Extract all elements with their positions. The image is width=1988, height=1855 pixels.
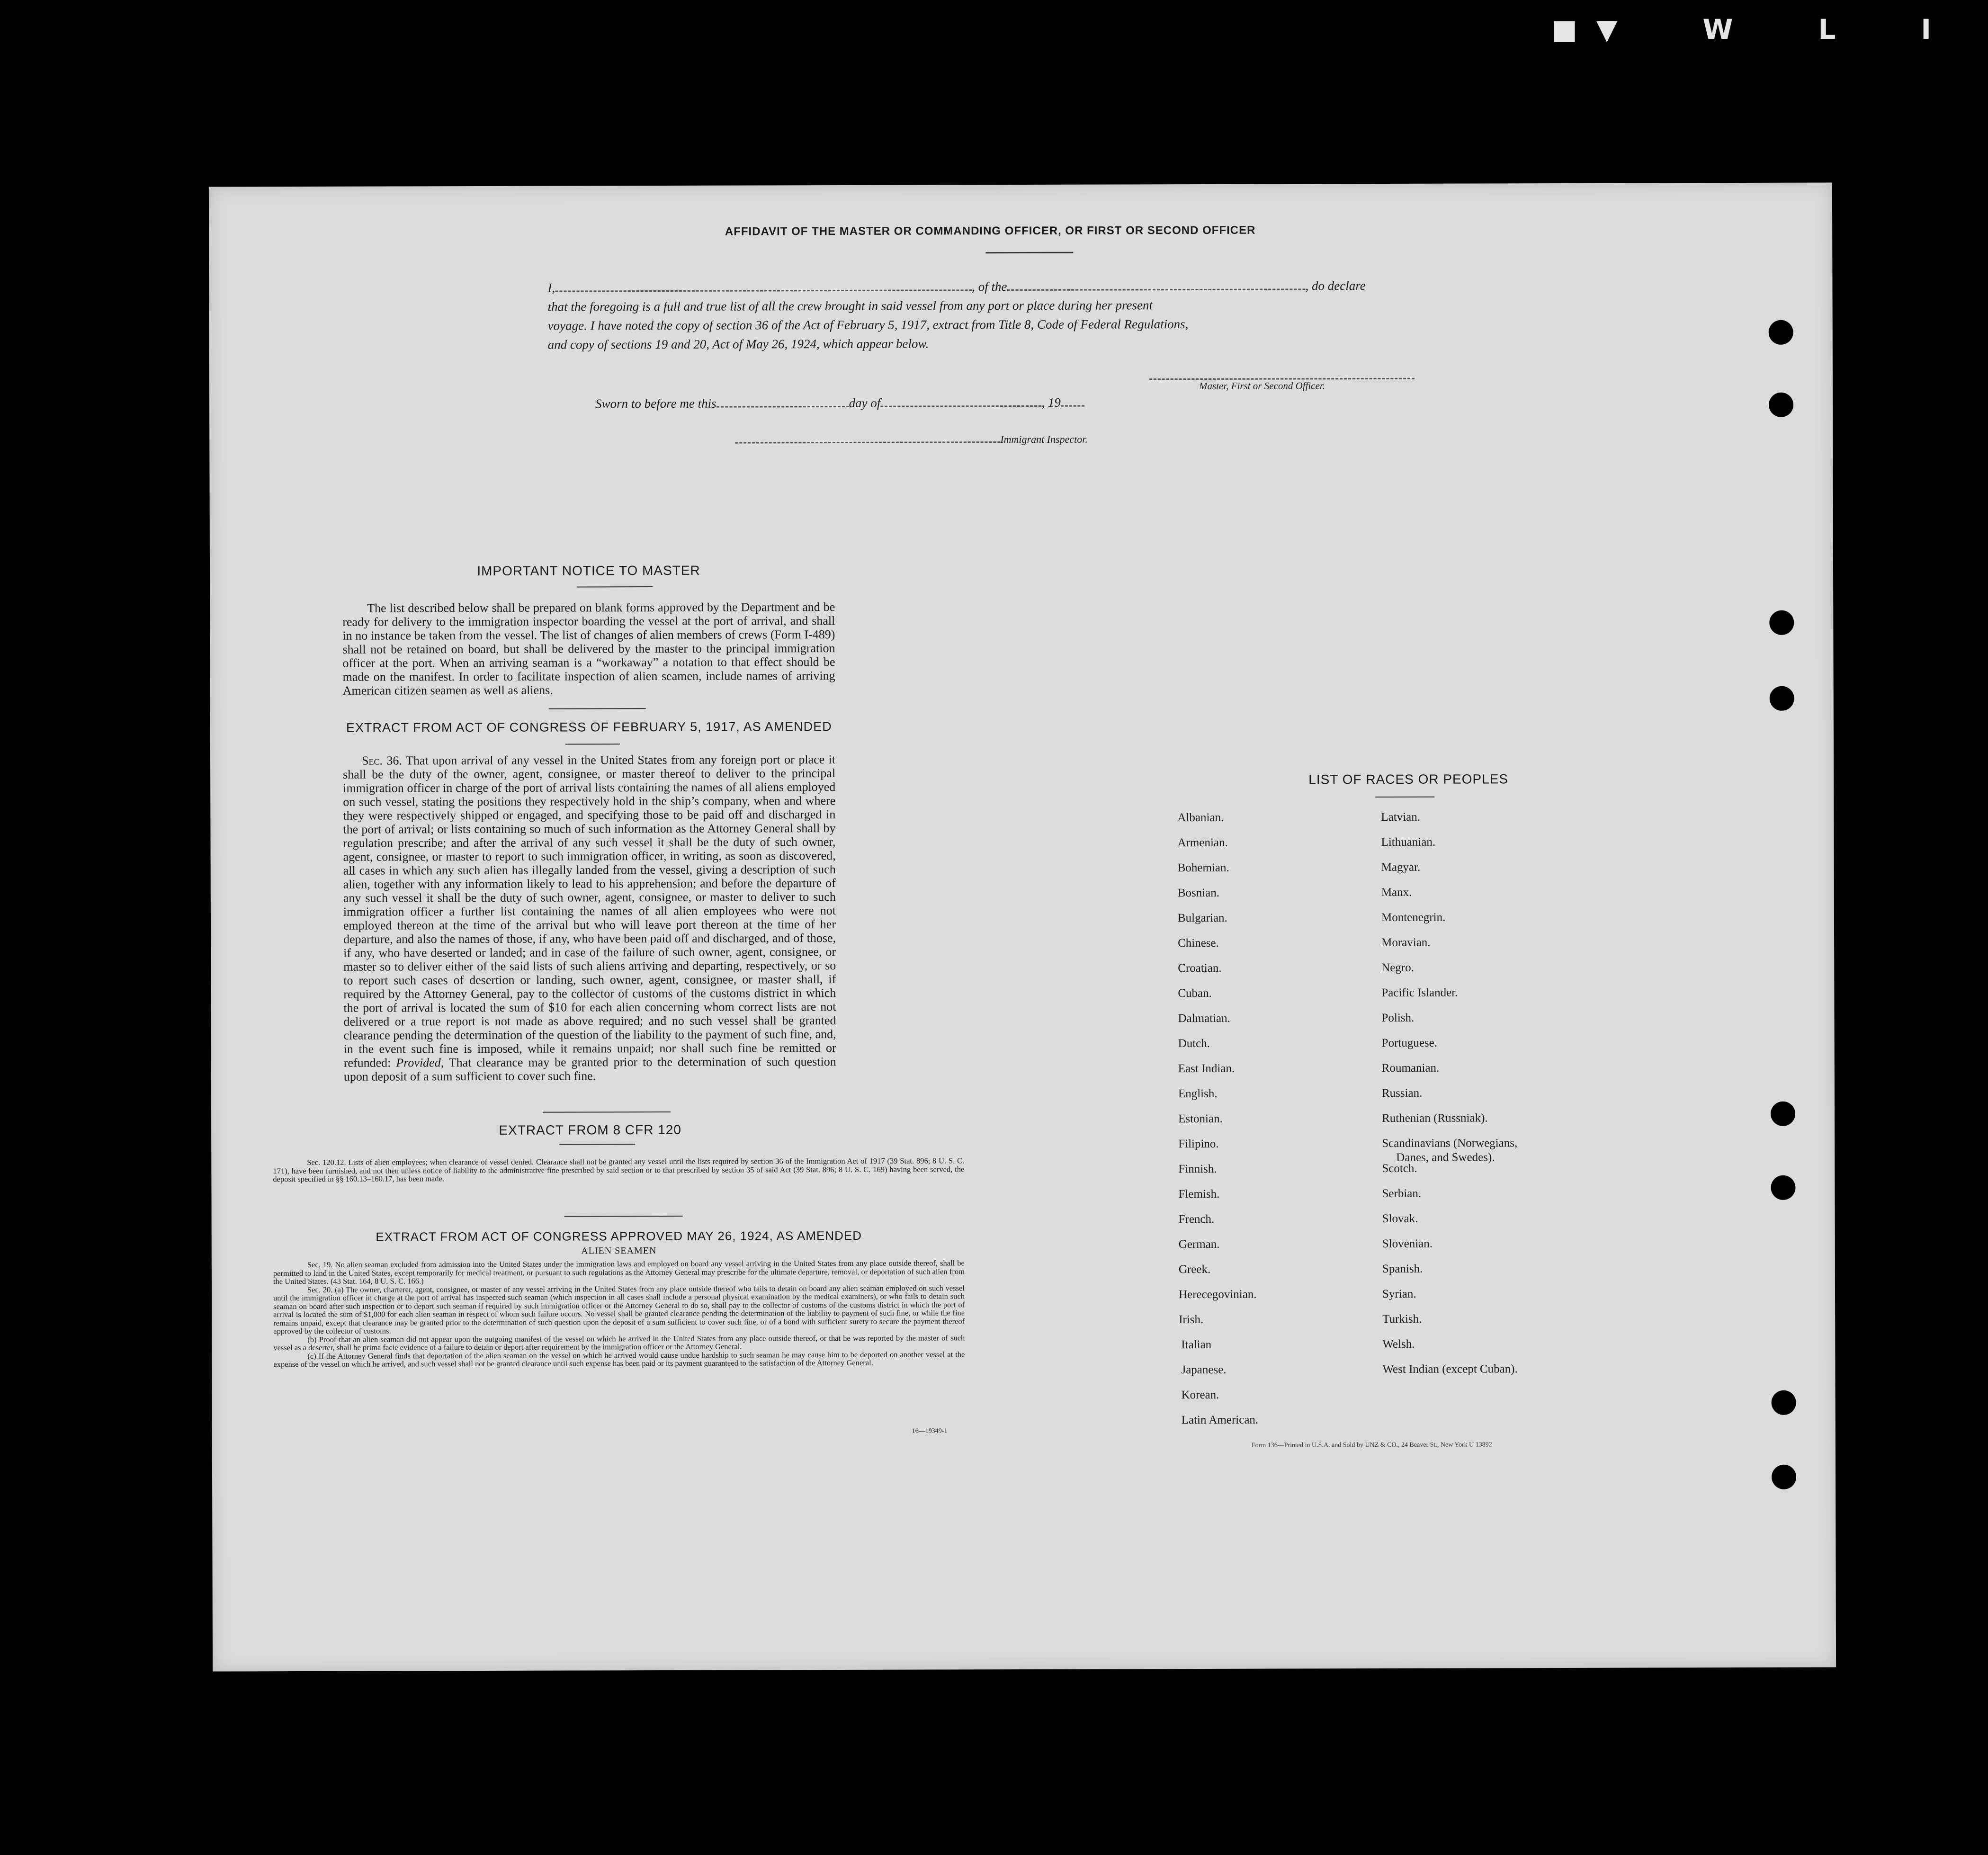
notice-end-rule [549,708,646,709]
race-left-item: Estonian. [1178,1112,1223,1126]
race-left-item: English. [1178,1087,1218,1101]
race-left-item: Herecegovinian. [1178,1288,1257,1301]
sec-20c-text: (c) If the Attorney General finds that deportation of the alien seaman on the vessel on which he arrived would cause undue hardship to such seaman he may cause him to be deported on another vessel at the expense of the vessel on which he arrived, and such vessel shall not be granted clearance until such expense has been paid or its payment guaranteed to the satisfaction of the Attorney General. [273,1349,965,1369]
race-right-item: Pacific Islander. [1381,986,1458,1000]
punch-hole [1771,1102,1795,1126]
notice-title: IMPORTANT NOTICE TO MASTER [477,563,700,579]
inspector-label: Immigrant Inspector. [1000,433,1088,446]
extract-1917-text [343,753,836,1084]
race-left-item: Dalmatian. [1178,1012,1230,1025]
declaration-line [547,276,1438,297]
race-right-item: Syrian. [1382,1287,1416,1301]
race-left-item: Bulgarian. [1177,911,1227,925]
cfr-text: Sec. 120.12. Lists of alien employees; when clearance of vessel denied. Clearance shall not be granted any vessel until the lists required by section 36 of the Immigration Act of 1917 (39 Stat. 896; 8 U. S. C. 171), have been furnished, and not then unless notice of liability to the administrative fine prescribed by said section or to that prescribed by section 35 of said Act (39 Stat. 896; 8 U. S. C. 169) having been served, the deposit specified in §§ 160.13–160.17, has been made. [273,1156,965,1184]
race-left-item: Croatian. [1178,961,1222,975]
punch-hole [1769,610,1794,635]
notice-text: The list described below shall be prepared on blank forms approved by the Department and be ready for delivery to the immigration inspector boarding the vessel at the port of arrival, and shall in no instance be taken from the vessel. The list of changes of alien members of crews (Form I-489) shall not be retained on board, but shall be delivered by the master to the principal immigration officer at the port. When an arriving seaman is a “workaway” a notation to that effect should be made on the manifest. In order to facilitate inspection of alien seamen, include names of arriving American citizen seamen as well as aliens. [342,600,835,698]
declaration-of-the: , of the [972,279,1007,294]
race-right-item: Slovenian. [1382,1237,1433,1251]
film-mark-4: I [1921,13,1950,45]
race-right-item: West Indian (except Cuban). [1382,1362,1518,1376]
race-left-item: Korean. [1181,1388,1219,1402]
title-rule [985,252,1073,253]
race-right-item: Scandinavians (Norwegians, [1382,1137,1518,1150]
affidavit-title: AFFIDAVIT OF THE MASTER OR COMMANDING OFFICER, OR FIRST OR SECOND OFFICER [725,224,1256,238]
sworn-line [595,395,1084,412]
year-blank [1061,403,1084,407]
race-left-item: Bohemian. [1177,861,1229,875]
race-left-item: Armenian. [1177,836,1228,850]
name-blank [555,287,972,292]
sec-19-text: Sec. 19. No alien seaman excluded from admission into the United States under the immigration laws and employed on board any vessel arriving in the United States from any place outside thereof, shall be permitted to land in the United States, except temporarily for medical treatment, or pursuant to such regulations as the Attorney General may prescribe for the ultimate departure, removal, or deportation of such alien from the United States. (43 Stat. 164, 8 U. S. C. 166.) [273,1258,965,1286]
notice-rule [577,586,653,587]
punch-hole [1772,1390,1796,1415]
day-of-text: day of [849,395,881,410]
race-right-item: Montenegrin. [1381,911,1446,924]
extract-1924-title: EXTRACT FROM ACT OF CONGRESS APPROVED MAY 26, 1924, AS AMENDED [376,1228,862,1244]
sworn-text: Sworn to before me this [595,396,716,411]
punch-hole [1769,320,1793,345]
race-left-item: Albanian. [1177,811,1224,824]
extract-1917-title: EXTRACT FROM ACT OF CONGRESS OF FEBRUARY 5, 1917, AS AMENDED [346,719,832,735]
race-right-item: Spanish. [1382,1262,1423,1276]
punch-hole [1769,393,1793,417]
race-right-item: Magyar. [1381,860,1421,874]
extract-1924-subtitle: ALIEN SEAMEN [581,1246,657,1256]
cfr-rule [559,1144,635,1145]
cfr-title: EXTRACT FROM 8 CFR 120 [499,1122,681,1138]
cfr-end-rule [564,1216,683,1217]
race-left-item: Latin American. [1181,1413,1259,1427]
punch-hole [1770,686,1794,711]
race-right-item: Danes, and Swedes). [1396,1151,1495,1164]
race-left-item: German. [1178,1237,1220,1251]
race-left-item: Flemish. [1178,1187,1220,1201]
race-left-item: East Indian. [1178,1062,1235,1075]
race-right-item: Scotch. [1382,1162,1417,1175]
declaration-do-declare: , do declare [1305,278,1366,293]
inspector-line [735,433,1088,447]
race-left-item: Irish. [1179,1313,1204,1326]
extract-1917-end-rule [543,1111,671,1113]
sec-20a-text: Sec. 20. (a) The owner, charterer, agent, consignee, or master of any vessel arriving in the United States from any place outside thereof who fails to detain on board any alien seaman employed on such vessel until the immigration officer in charge at the port of arrival has inspected such seaman (which inspection in all cases shall include a personal physical examination by the medical examiners), or who fails to detain such seaman on board after such inspection or to deport such seaman if required by such immigration officer or the Attorney General to do so, shall pay to the collector of customs of the customs district in which the port of arrival is located the sum of $1,000 for each alien seaman in respect of whom such failure occurs. No vessel shall be granted clearance pending the determination of the liability to payment of such fine, or while the fine remains unpaid, except that clearance may be granted prior to the determination of such question upon the deposit of a sum sufficient to cover such fine, or of a bond with sufficient surety to secure the payment thereof approved by the collector of customs. [273,1283,965,1336]
race-left-item: Cuban. [1178,986,1212,1000]
sec-36-label: Sec. 36. [362,753,403,768]
race-left-item: Finnish. [1178,1162,1217,1176]
film-marks [1485,13,1950,45]
race-left-item: Japanese. [1181,1363,1227,1377]
month-blank [880,403,1041,407]
race-right-item: Polish. [1381,1011,1415,1025]
race-right-item: Lithuanian. [1381,835,1436,849]
race-right-item: Russian. [1381,1086,1423,1100]
race-right-item: Turkish. [1382,1312,1422,1326]
day-blank [716,403,849,408]
inspector-signature-blank [735,439,1000,443]
race-right-item: Manx. [1381,886,1412,899]
race-left-item: Bosnian. [1177,886,1220,900]
punch-hole [1771,1175,1795,1200]
race-left-item: Greek. [1178,1263,1211,1276]
race-right-item: Welsh. [1382,1337,1415,1351]
sec-36-text: That upon arrival of any vessel in the United States from any foreign port or place it shall be the duty of the owner, agent, consignee, or master thereof to deliver to the principal immigration officer in charge of the port of arrival lists containing the names of all aliens employed on such vessel, stating the positions they respectively hold in the ship’s company, when and where they were respectively shipped or engaged, and specifying those to be paid off and discharged in the port of arrival; or lists containing so much of such information as the Attorney General shall by regulation prescribe; and after the arrival of any such vessel it shall be the duty of such owner, agent, consignee, or master to report to such immigration officer, in writing, as soon as discovered, all cases in which any such alien has illegally landed from the vessel, giving a description of such alien, together with any information likely to lead to his apprehension; and before the departure of any such vessel it shall be the duty of such owner, agent, consignee, or master to deliver to such immigration officer a further list containing the names of all alien employees who were not employed thereon at the time of the arrival but who will leave port thereon at the time of her departure, and also the names of those, if any, who have been paid off and discharged, and of those, if any, who have deserted or landed; and in case of the failure of such owner, agent, consignee, or master so to deliver either of the said lists of such aliens arriving and departing, respectively, or so to report such cases of desertion or landing, such owner, agent, consignee, or master shall, if required by the Attorney General, pay to the collector of customs of the customs district in which the port of arrival is located the sum of $10 for each alien concerning whom correct lists are not delivered or a true report is not made as above required; and no such vessel shall be granted clearance pending the determination of the question of the liability to the payment of such fine, and, in the event such fine is imposed, while it remains unpaid; nor shall such fine be remitted or refunded: [343,753,836,1070]
film-mark-2: W [1702,13,1752,45]
year-text: , 19 [1041,395,1061,410]
race-left-item: Chinese. [1178,936,1219,950]
vessel-blank [1007,286,1305,291]
master-label: Master, First or Second Officer. [1199,380,1325,392]
race-right-item: Portuguese. [1381,1036,1438,1050]
races-rule [1375,797,1434,798]
races-left-column [209,183,1832,187]
punch-hole [1772,1465,1796,1489]
affidavit-body [547,276,1438,354]
sec-36-text-end: That clearance may be granted prior to the determination of such question upon deposit of a sum sufficient to cover such fine. [343,1055,836,1084]
races-title: LIST OF RACES OR PEOPLES [1308,771,1509,787]
declaration-text-2: voyage. I have noted the copy of section 36 of the Act of February 5, 1917, extract from Title 8, Code of Federal Regulations, [547,317,1189,333]
sec-20b-text: (b) Proof that an alien seaman did not appear upon the outgoing manifest of the vessel on which he arrived in the United States from any place outside thereof, or that he was reported by the master of such vessel as a deserter, shall be prima facie evidence of a failure to detain or deport after requirement by the immigration officer or the Attorney General. [273,1333,965,1353]
race-right-item: Latvian. [1381,810,1421,824]
provided-word: Provided, [396,1056,444,1070]
declaration-text-1: that the foregoing is a full and true list of all the crew brought in said vessel from any port or place during her present [547,298,1153,314]
race-right-item: Serbian. [1382,1187,1422,1201]
film-mark-1: ■▼ [1551,13,1637,45]
race-right-item: Negro. [1381,961,1414,975]
form-number: 16—19349-1 [912,1427,948,1435]
declaration-i: I, [547,280,555,295]
race-left-item: French. [1178,1212,1215,1226]
race-right-item: Slovak. [1382,1212,1418,1226]
race-right-item: Roumanian. [1381,1061,1440,1075]
races-right-column [209,183,1832,187]
race-left-item: Dutch. [1178,1037,1210,1050]
extract-1924-text [273,1259,965,1368]
race-right-item: Moravian. [1381,936,1431,950]
document-page [209,183,1836,1672]
race-left-item: Italian [1181,1338,1212,1352]
printer-footer: Form 136—Printed in U.S.A. and Sold by UNZ & CO., 24 Beaver St., New York U 13892 [1251,1441,1492,1449]
race-right-item: Ruthenian (Russniak). [1382,1111,1488,1125]
race-left-item: Filipino. [1178,1137,1219,1151]
film-mark-3: L [1818,13,1855,45]
declaration-text-3: and copy of sections 19 and 20, Act of May 26, 1924, which appear below. [547,336,929,352]
